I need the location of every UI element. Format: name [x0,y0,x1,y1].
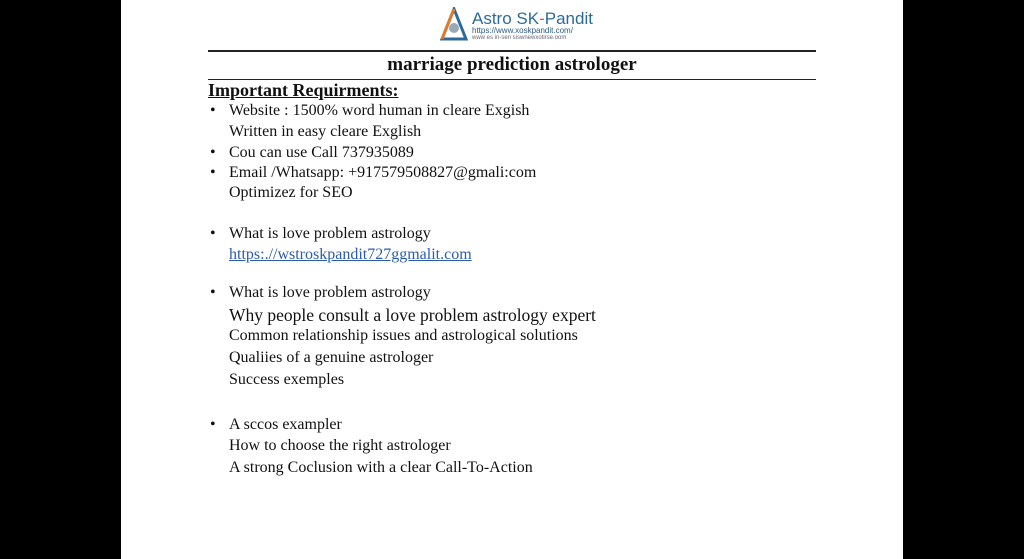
bullet: • [210,284,216,301]
bullet: • [210,225,216,242]
top-rule [208,50,816,52]
list-item: Email /Whatsapp: +917579508827@gmali:com [229,164,537,181]
list-item: Website : 1500% word human in cleare Exgish [229,102,530,119]
logo-tagline: www es in-sen siswnewxotirse.oom [472,34,567,41]
bullet: • [210,416,216,433]
list-item: Optimizez for SEO [229,184,353,201]
section-heading: Important Requirments: [208,80,399,100]
list-item: Written in easy cleare Exglish [229,123,422,140]
list-item: Cou can use Call 737935089 [229,144,414,161]
list-item: Common relationship issues and astrological solutions [229,327,578,344]
bullet: • [210,102,216,119]
brand-name: Astro SK [472,8,540,28]
logo-url: https://www.xoskpandit.com/ [472,25,573,35]
logo [440,4,593,46]
astro-logo-icon [440,7,468,43]
website-link[interactable]: https:.//wstroskpandit727ggmalit.com [229,246,472,263]
list-item: A strong Coclusion with a clear Call-To-Action [229,459,533,476]
list-item: Qualiies of a genuine astrologer [229,349,434,366]
list-item: Success exemples [229,371,345,388]
list-item: How to choose the right astrologer [229,437,451,454]
list-item: Why people consult a love problem astrology expert [229,305,596,325]
page-title: marriage prediction astrologer [387,54,637,75]
bullet: • [210,164,216,181]
brand-dash: - [539,8,545,28]
list-item: What is love problem astrology [229,284,431,301]
bullet: • [210,144,216,161]
brand-name-2: Pandit [544,8,593,28]
list-item: What is love problem astrology [229,225,431,242]
list-item: A sccos exampler [229,416,342,433]
